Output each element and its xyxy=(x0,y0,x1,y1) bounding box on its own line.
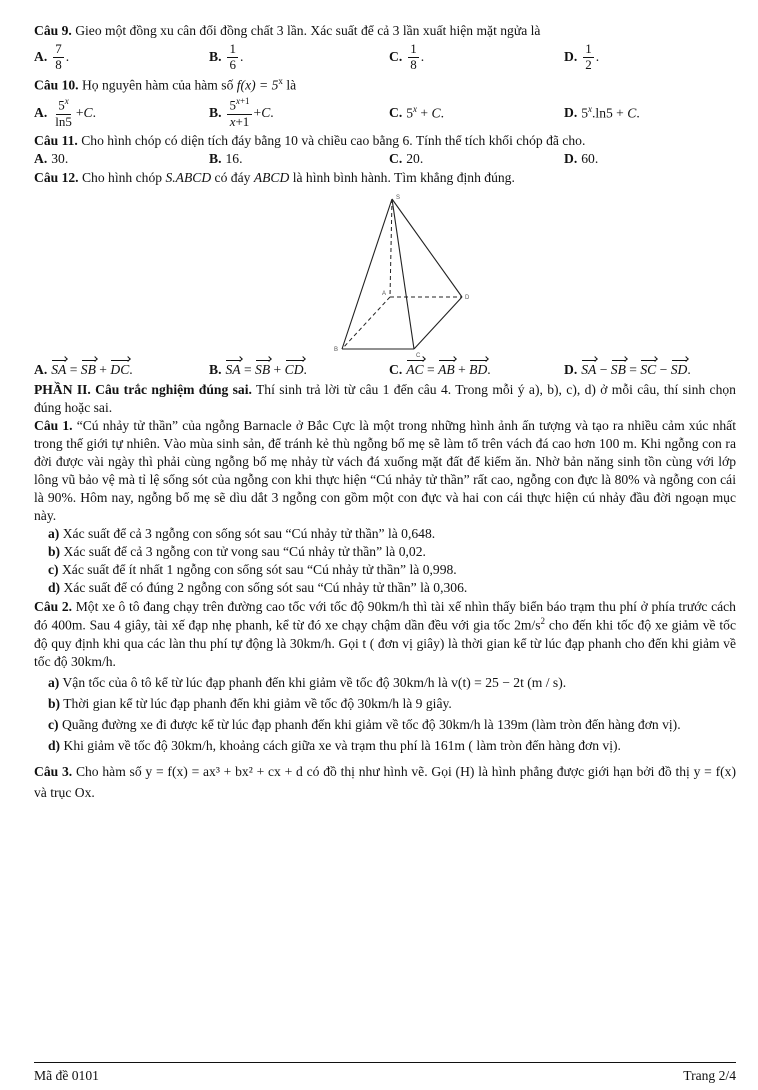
question-11 xyxy=(34,132,736,150)
option-d[interactable] xyxy=(564,104,734,122)
item-label: c) xyxy=(48,561,59,577)
numerator: 1 xyxy=(410,40,417,56)
option-c[interactable] xyxy=(389,150,564,168)
question-number: Câu 11. xyxy=(34,133,78,149)
tf-question-3 xyxy=(34,761,736,803)
question-number: Câu 9. xyxy=(34,23,72,38)
option-c[interactable] xyxy=(389,104,564,122)
question-12 xyxy=(34,169,736,187)
label-b: B xyxy=(334,347,339,354)
option-label: B. xyxy=(209,49,222,65)
option-math: AC = AB + BD. xyxy=(406,362,491,378)
option-label: C. xyxy=(389,362,403,378)
item-label: b) xyxy=(48,695,61,711)
denominator: 8 xyxy=(55,56,62,72)
label-s: S xyxy=(396,195,401,202)
option-label: B. xyxy=(209,104,222,120)
numerator: 5$^x$ xyxy=(58,96,69,113)
tf-question-2 xyxy=(34,598,736,670)
denominator: x+1 xyxy=(229,113,250,129)
numerator: 7 xyxy=(55,40,62,56)
option-math: $5^x.\ln 5 + C$. xyxy=(581,103,640,121)
section-instructions: Thí sinh trả lời từ câu 1 đến câu 4. Trong mỗi ý a), b), c), d) ở mỗi câu, thí sinh chọn đúng hoặc sai. xyxy=(34,382,736,416)
label-a: A xyxy=(382,291,387,298)
label-d: D xyxy=(465,295,470,302)
numerator: $5^{x+1}$ xyxy=(229,96,250,113)
item-text: Khi giảm về tốc độ 30km/h, khoảng cách giữa xe và trạm thu phí là 161m ( làm tròn đến hàng đơn vị). xyxy=(63,737,621,753)
item-label: b) xyxy=(48,543,61,559)
question-text: “Cú nhảy tử thần” của ngỗng Barnacle ở Bắc Cực là một trong những hình ảnh ấn tượng và tạo ra nhiều cảm xúc nhất trong thế giới tự nhiên. Vào mùa sinh sản, để tránh kẻ thù ngỗng bố mẹ sẽ làm tổ trên vách đá cao hơn 100 m. Khi ngỗng con ra đời được vài ngày thì phải cùng ngỗng bố mẹ nhảy từ vách đá xuống mặt đất để kiếm ăn. Nhờ bản năng sinh tồn cùng với lớp lông vũ bảo vệ mà tỉ lệ sống sót của ngỗng con khi thực hiện “Cú nhảy tử thần” rất cao, ngỗng con đực là 80% và ngỗng con cái là 90%. Hôm nay, ngỗng bố mẹ sẽ dìu dắt 3 ngỗng con gồm một con đực và hai con cái thực hiện cú nhảy đầu đời ngoạn mục này. xyxy=(34,418,736,523)
fraction xyxy=(53,42,64,73)
option-math: SA − SB = SC − SD. xyxy=(581,362,691,378)
edge-sb xyxy=(342,199,392,349)
page-number: Trang 2/4 xyxy=(683,1068,736,1083)
question-text: Cho hình chóp có diện tích đáy bằng 10 và chiều cao bằng 6. Tính thể tích khối chóp đã cho. xyxy=(81,133,586,149)
option-label: B. xyxy=(209,151,222,167)
item-text: Xác suất để ít nhất 1 ngỗng con sống sót sau “Cú nhảy tử thần” là 0,998. xyxy=(61,561,457,577)
math-exponent: x xyxy=(278,75,283,86)
label-c: C xyxy=(416,353,421,360)
option-label: D. xyxy=(564,104,578,120)
option-math: $5^x + C$. xyxy=(406,103,444,121)
option-text: 20. xyxy=(406,151,424,167)
item-label: d) xyxy=(48,579,61,595)
question-number: Câu 2. xyxy=(34,599,73,615)
question-9 xyxy=(34,22,736,40)
item-label: d) xyxy=(48,737,61,753)
option-label: C. xyxy=(389,49,403,65)
pyramid-diagram xyxy=(302,191,482,359)
item-text: Quãng đường xe đi được kể từ lúc đạp phanh đến khi giảm về tốc độ 30km/h là 139m (làm tròn đến hàng đơn vị). xyxy=(61,716,681,732)
question-text: Gieo một đồng xu cân đối đồng chất 3 lần. Xác suất để cả 3 lần xuất hiện mặt ngửa là xyxy=(75,23,541,38)
denominator: 6 xyxy=(229,56,236,72)
option-d[interactable] xyxy=(564,150,734,168)
option-b[interactable] xyxy=(209,361,389,379)
options-q10 xyxy=(34,96,736,129)
options-q11 xyxy=(34,150,736,168)
option-label: A. xyxy=(34,151,48,167)
edge-ab-hidden xyxy=(342,297,390,349)
option-label: C. xyxy=(389,151,403,167)
exam-content xyxy=(34,22,736,803)
part-2-heading xyxy=(34,381,736,417)
option-math: SA = SB + DC. xyxy=(51,362,133,378)
item-label: c) xyxy=(48,716,59,732)
page-footer xyxy=(34,1062,736,1085)
option-d[interactable]: D. $\frac{1}{2}$ . xyxy=(564,40,600,72)
option-math: SA = SB + CD. xyxy=(225,362,307,378)
question-text: cho đến khi tốc độ xe giảm về tốc độ quy định khi qua các làn thu phí tự động là 30km/h. Gọi t ( đơn vị giây) là thời gian kể từ lúc đạp phanh cho đến khi giảm về tốc độ 30km/h. xyxy=(34,617,736,669)
denominator: 8 xyxy=(410,56,417,72)
superscript: 2 xyxy=(540,616,546,627)
question-10 xyxy=(34,76,736,94)
question-text: có đáy xyxy=(214,170,251,186)
tf-item-b[interactable] xyxy=(48,543,736,561)
item-label: a) xyxy=(48,525,60,541)
option-b[interactable] xyxy=(209,150,389,168)
option-c[interactable] xyxy=(389,361,564,379)
option-a[interactable] xyxy=(34,361,209,379)
item-text: Xác suất để có đúng 2 ngỗng con sống sót sau “Cú nhảy tử thần” là 0,306. xyxy=(63,579,468,595)
question-text: Một xe ô tô đang chạy trên đường cao tốc với tốc độ 90km/h thì tài xế nhìn thấy biển báo trạm thu phí ở phía trước cách đó 400m. Sau 4 giây, tài xế đạp nhẹ phanh, kể từ đó xe chạy chậm dần đều với gia tốc 2m/s xyxy=(34,599,736,633)
fraction xyxy=(227,96,251,129)
edge-sa-hidden xyxy=(390,199,392,297)
item-text: Thời gian kể từ lúc đạp phanh đến khi giảm về tốc độ 30km/h là 9 giây. xyxy=(63,695,452,711)
tf-item-d[interactable] xyxy=(48,579,736,597)
tf-item-d[interactable] xyxy=(48,737,736,755)
question-suffix: là xyxy=(286,77,297,93)
section-title: PHẦN II. Câu trắc nghiệm đúng sai. xyxy=(34,382,252,398)
fraction xyxy=(583,42,594,73)
option-label: C. xyxy=(389,104,403,120)
item-label: a) xyxy=(48,674,60,690)
tf-item-c[interactable] xyxy=(48,561,736,579)
edge-sd xyxy=(392,199,462,297)
question-number: Câu 10. xyxy=(34,77,79,93)
math-function: f(x) = 5 xyxy=(236,77,279,93)
option-b[interactable]: B. $\frac{5^{x+1}}{x+1}$ + C . xyxy=(209,96,274,129)
option-label: A. xyxy=(34,49,48,65)
option-label: A. xyxy=(34,104,48,120)
math-pyramid: S.ABCD xyxy=(165,170,212,186)
fraction xyxy=(227,42,238,73)
tf-question-1 xyxy=(34,417,736,525)
tf-item-a[interactable] xyxy=(48,674,736,692)
pyramid-figure xyxy=(34,191,736,359)
question-text: Cho hàm số y = f(x) = ax³ + bx² + cx + d có đồ thị như hình vẽ. Gọi (H) là hình phẳng được giới hạn bởi đồ thị y = f(x) và trục Ox. xyxy=(34,763,736,800)
option-a[interactable]: A. $\frac{7}{8}$ . xyxy=(34,40,70,72)
numerator: 1 xyxy=(229,40,236,56)
edge-sc xyxy=(392,199,414,349)
item-text: Vận tốc của ô tô kể từ lúc đạp phanh đến khi giảm về tốc độ 30km/h là v(t) = 25 − 2t (m / s). xyxy=(62,674,567,690)
tf-item-c[interactable] xyxy=(48,716,736,734)
edge-cd xyxy=(414,297,462,349)
options-q12 xyxy=(34,361,736,379)
question-number: Câu 1. xyxy=(34,418,73,434)
question-number: Câu 12. xyxy=(34,170,79,186)
item-text: Xác suất để cả 3 ngỗng con tử vong sau “Cú nhảy tử thần” là 0,02. xyxy=(63,543,426,559)
option-label: B. xyxy=(209,362,222,378)
option-text: 60. xyxy=(581,151,599,167)
denominator: 2 xyxy=(585,56,592,72)
fraction xyxy=(408,42,419,73)
option-text: 16. xyxy=(225,151,243,167)
option-text: 30. xyxy=(51,151,69,167)
exam-code: Mã đề 0101 xyxy=(34,1068,99,1083)
tf-item-b[interactable] xyxy=(48,695,736,713)
question-text: Cho hình chóp xyxy=(81,170,163,186)
option-c[interactable]: C. $\frac{1}{8}$ . xyxy=(389,40,425,72)
item-text: Xác suất để cả 3 ngỗng con sống sót sau “Cú nhảy tử thần” là 0,648. xyxy=(62,525,436,541)
option-b[interactable]: B. $\frac{1}{6}$ . xyxy=(209,40,244,72)
denominator: ln5 xyxy=(55,113,72,129)
math-base: ABCD xyxy=(253,170,290,186)
numerator: 1 xyxy=(585,40,592,56)
question-text: là hình bình hành. Tìm khẳng định đúng. xyxy=(292,170,515,186)
option-label: D. xyxy=(564,362,578,378)
question-text: Họ nguyên hàm của hàm số xyxy=(81,77,234,93)
option-d[interactable] xyxy=(564,361,734,379)
option-label: D. xyxy=(564,49,578,65)
option-label: D. xyxy=(564,151,578,167)
options-q9 xyxy=(34,42,736,73)
tf-item-a[interactable] xyxy=(48,525,736,543)
option-a[interactable]: A. $\frac{5^x}{\ln 5}$ + C . xyxy=(34,96,96,129)
option-label: A. xyxy=(34,362,48,378)
option-a[interactable] xyxy=(34,150,209,168)
fraction xyxy=(53,96,74,129)
question-number: Câu 3. xyxy=(34,763,73,779)
